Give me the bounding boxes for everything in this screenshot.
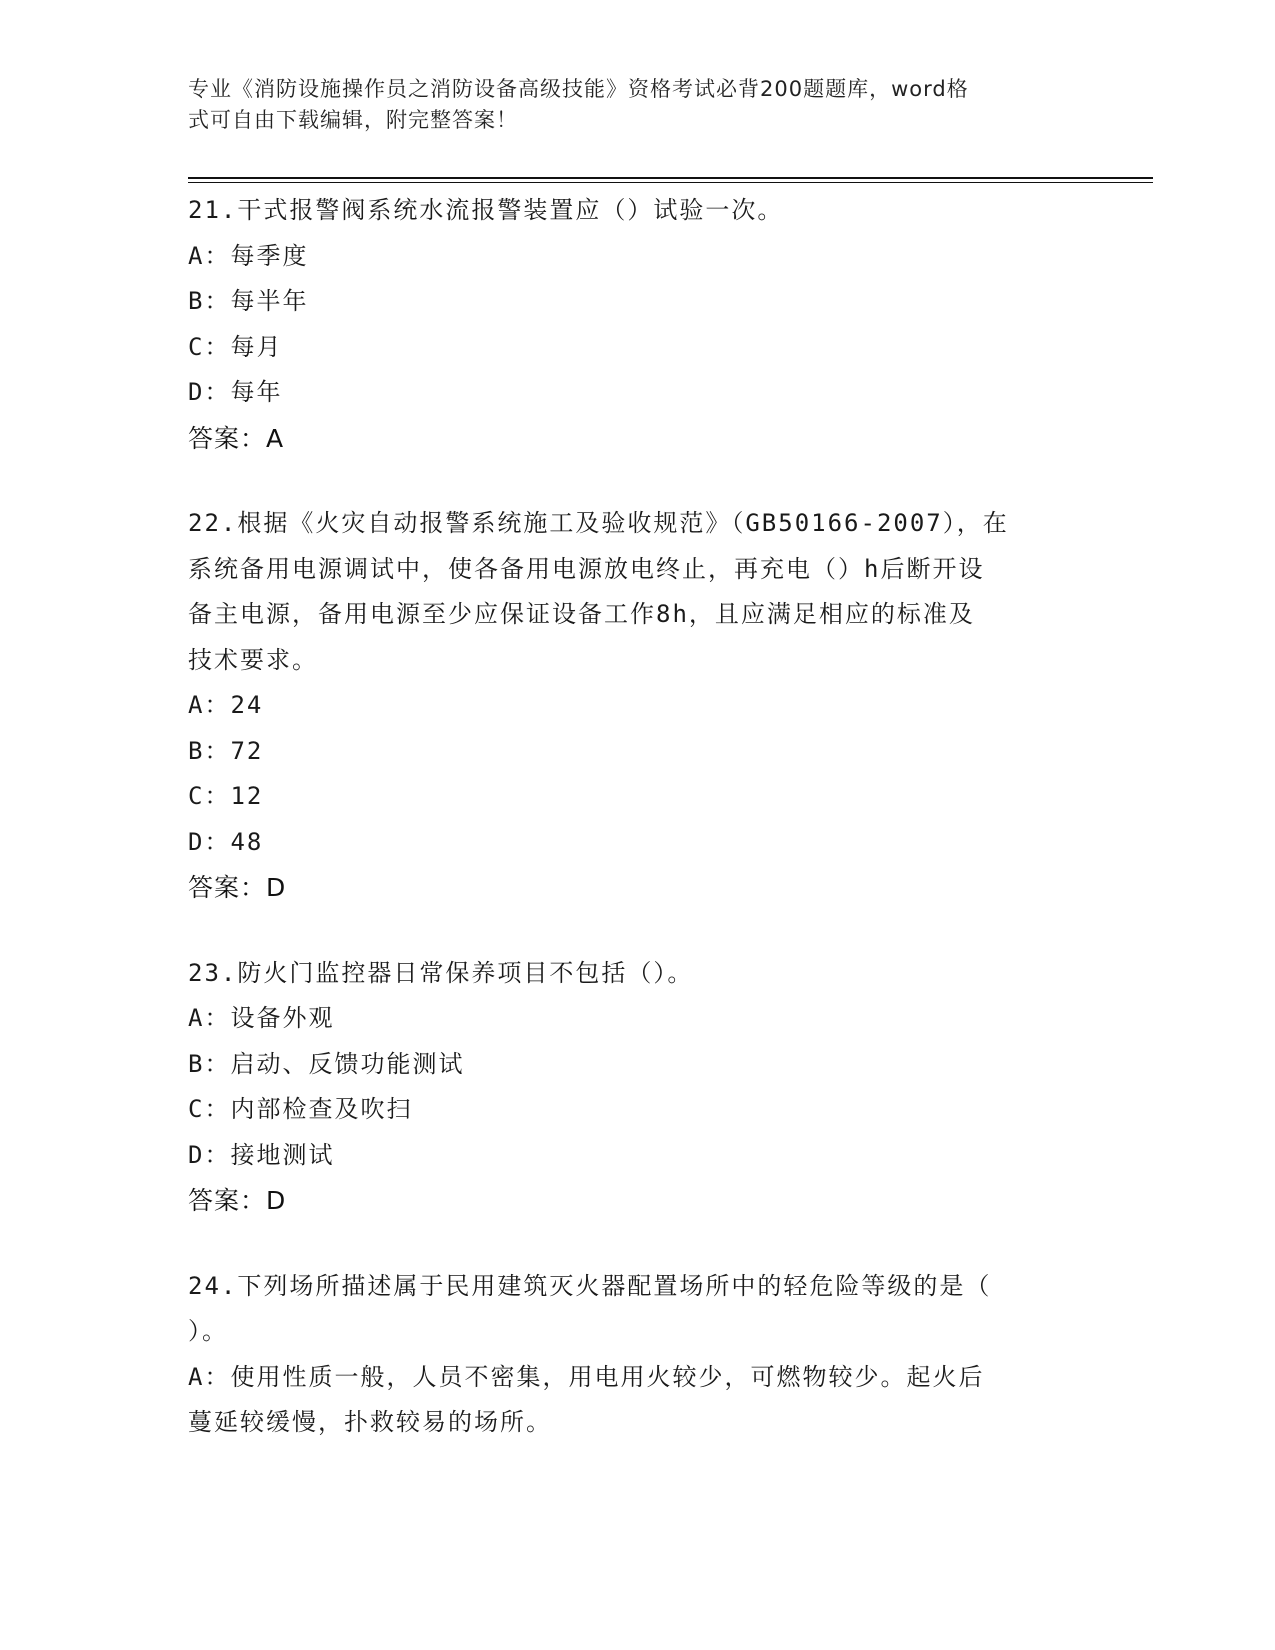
question-stem-line-3: 备主电源，备用电源至少应保证设备工作8h，且应满足相应的标准及 — [188, 600, 975, 628]
question-21 — [188, 188, 1088, 461]
option-a-line-2: 蔓延较缓慢，扑救较易的场所。 — [188, 1408, 552, 1436]
option-a-line-1: A：使用性质一般，人员不密集，用电用火较少，可燃物较少。起火后 — [188, 1362, 985, 1391]
option-a: A：24 — [188, 691, 264, 719]
option-c: C：12 — [188, 782, 264, 810]
document-header — [188, 74, 1068, 136]
option-d: D：48 — [188, 827, 264, 856]
header-rule-top — [188, 177, 1153, 179]
answer: 答案：D — [188, 873, 287, 902]
question-stem-line-1: 22.根据《火灾自动报警系统施工及验收规范》（GB50166-2007），在 — [188, 509, 1009, 537]
question-24 — [188, 1264, 1088, 1446]
question-stem-line-1: 24.下列场所描述属于民用建筑灭火器配置场所中的轻危险等级的是（ — [188, 1271, 992, 1300]
question-stem: 21.干式报警阀系统水流报警装置应（）试验一次。 — [188, 196, 784, 224]
option-a: A：设备外观 — [188, 1004, 335, 1032]
option-d: D：每年 — [188, 378, 283, 406]
header-line-1: 专业《消防设施操作员之消防设备高级技能》资格考试必背200题题库，word格 — [188, 77, 969, 101]
option-c: C：内部检查及吹扫 — [188, 1095, 413, 1123]
option-b: B：启动、反馈功能测试 — [188, 1049, 465, 1078]
option-d: D：接地测试 — [188, 1140, 335, 1169]
header-line-2: 式可自由下载编辑，附完整答案！ — [188, 108, 518, 132]
question-stem-line-2: 系统备用电源调试中，使各备用电源放电终止，再充电（）h后断开设 — [188, 554, 985, 583]
question-stem-line-2: ）。 — [188, 1317, 228, 1345]
option-b: B：每半年 — [188, 287, 309, 315]
option-a: A：每季度 — [188, 241, 309, 270]
header-rule-bottom — [188, 182, 1153, 183]
option-b: B：72 — [188, 736, 264, 765]
question-stem-line-4: 技术要求。 — [188, 645, 318, 674]
answer: 答案：A — [188, 423, 285, 453]
question-stem: 23.防火门监控器日常保养项目不包括（）。 — [188, 958, 694, 987]
question-23 — [188, 951, 1088, 1224]
question-22 — [188, 501, 1088, 911]
answer: 答案：D — [188, 1186, 287, 1215]
option-c: C：每月 — [188, 332, 283, 361]
question-list — [188, 188, 1088, 1486]
